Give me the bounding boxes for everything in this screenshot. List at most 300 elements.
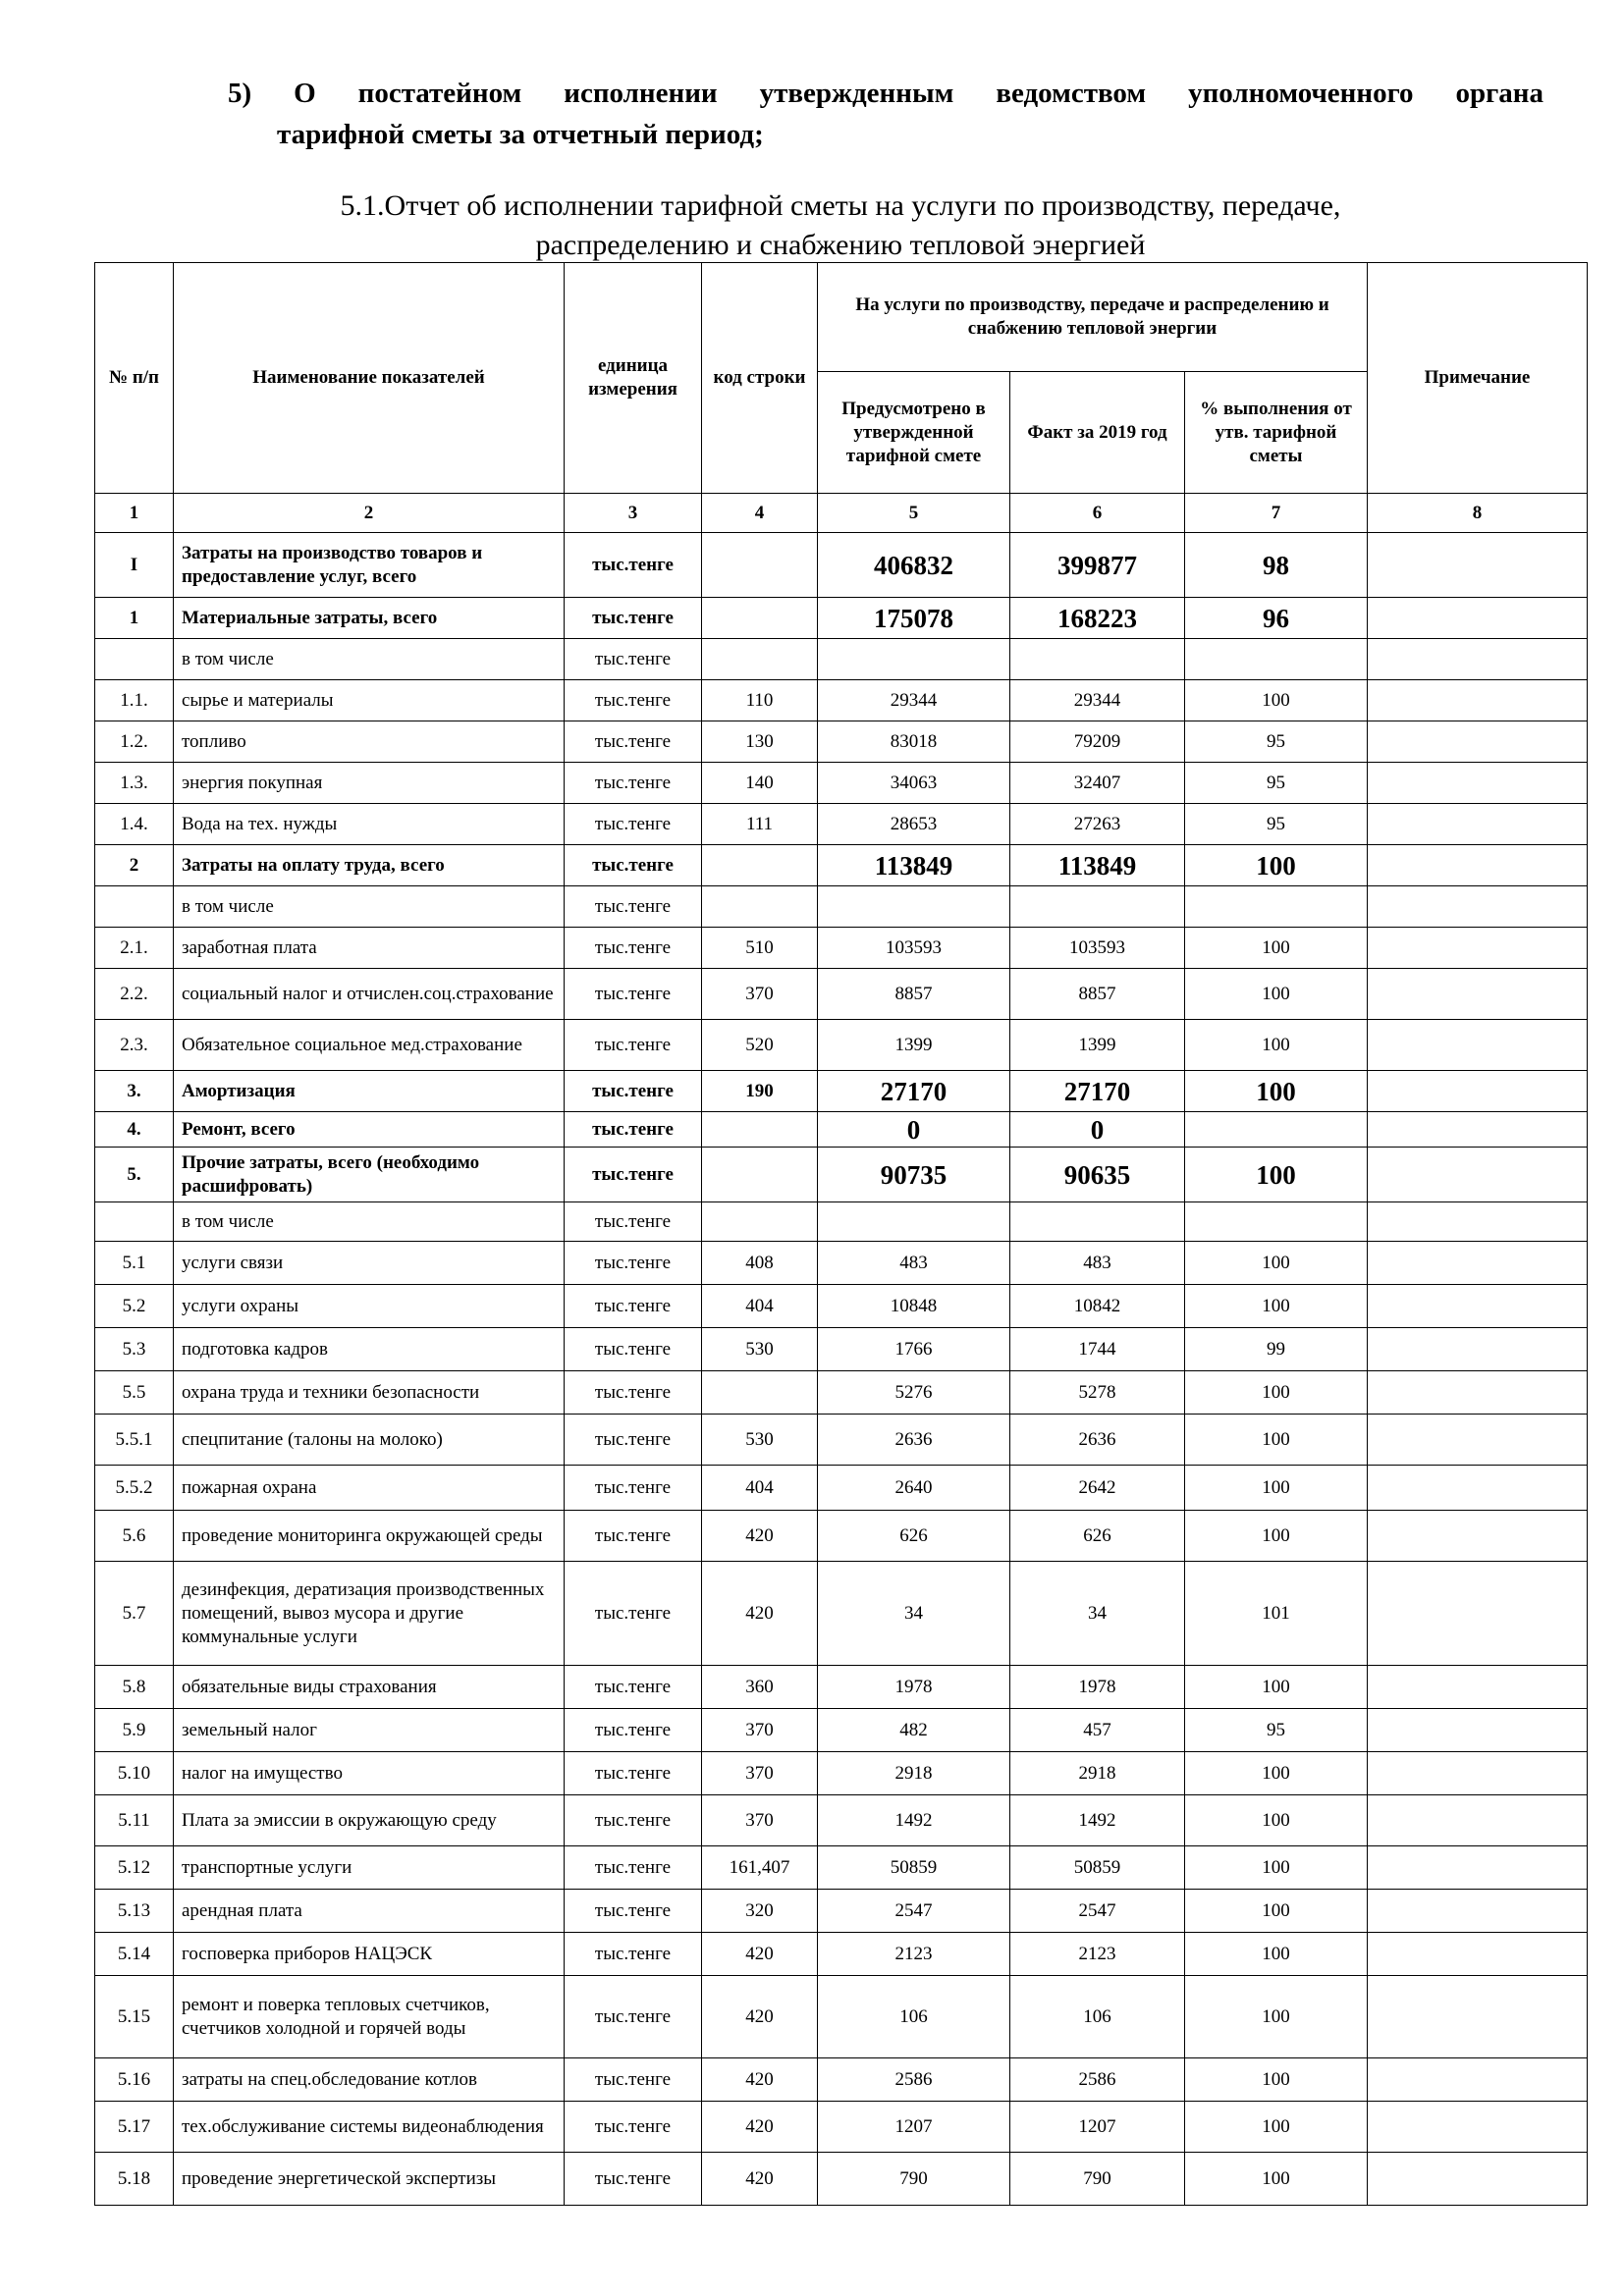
row-percent: 100 [1185, 969, 1368, 1020]
row-number: 5.8 [95, 1666, 174, 1709]
row-note [1368, 1328, 1588, 1371]
table-row [95, 1112, 1588, 1148]
row-planned: 2636 [818, 1415, 1010, 1466]
table-row [95, 1285, 1588, 1328]
section-heading [228, 73, 1543, 155]
table-row [95, 1020, 1588, 1071]
row-name: проведение энергетической экспертизы [174, 2153, 565, 2206]
row-unit: тыс.тенге [565, 721, 702, 763]
row-fact: 457 [1010, 1709, 1185, 1752]
row-percent: 100 [1185, 1371, 1368, 1415]
table-row [95, 1371, 1588, 1415]
table-row [95, 1466, 1588, 1511]
row-number: 5.3 [95, 1328, 174, 1371]
row-fact [1010, 639, 1185, 680]
row-code: 510 [702, 928, 818, 969]
row-code [702, 639, 818, 680]
row-planned: 1492 [818, 1795, 1010, 1846]
row-planned: 83018 [818, 721, 1010, 763]
table-row [95, 639, 1588, 680]
row-number: 5.15 [95, 1976, 174, 2058]
row-unit: тыс.тенге [565, 845, 702, 886]
column-number: 7 [1185, 494, 1368, 533]
row-code: 530 [702, 1328, 818, 1371]
row-note [1368, 1071, 1588, 1112]
row-note [1368, 1890, 1588, 1933]
row-unit: тыс.тенге [565, 1976, 702, 2058]
table-row [95, 1511, 1588, 1562]
row-note [1368, 1933, 1588, 1976]
row-fact: 10842 [1010, 1285, 1185, 1328]
row-unit: тыс.тенге [565, 804, 702, 845]
row-percent: 100 [1185, 1933, 1368, 1976]
row-name: транспортные услуги [174, 1846, 565, 1890]
row-name: топливо [174, 721, 565, 763]
row-fact: 0 [1010, 1112, 1185, 1148]
row-name: ремонт и поверка тепловых счетчиков, счетчиков холодной и горячей воды [174, 1976, 565, 2058]
row-unit: тыс.тенге [565, 1071, 702, 1112]
table-row [95, 928, 1588, 969]
row-unit: тыс.тенге [565, 2058, 702, 2102]
row-note [1368, 598, 1588, 639]
row-code: 370 [702, 969, 818, 1020]
row-name: Затраты на оплату труда, всего [174, 845, 565, 886]
row-number: 3. [95, 1071, 174, 1112]
row-planned: 1399 [818, 1020, 1010, 1071]
row-number: 5. [95, 1148, 174, 1202]
row-percent: 95 [1185, 721, 1368, 763]
row-name: Ремонт, всего [174, 1112, 565, 1148]
table-row [95, 1795, 1588, 1846]
row-number: 5.6 [95, 1511, 174, 1562]
table-row [95, 680, 1588, 721]
row-unit: тыс.тенге [565, 533, 702, 598]
row-code: 420 [702, 1562, 818, 1666]
row-name: социальный налог и отчислен.соц.страхование [174, 969, 565, 1020]
row-planned: 103593 [818, 928, 1010, 969]
row-note [1368, 969, 1588, 1020]
row-planned: 10848 [818, 1285, 1010, 1328]
row-unit: тыс.тенге [565, 1890, 702, 1933]
header-percent: % выполнения от утв. тарифной сметы [1185, 372, 1368, 494]
row-number: 5.17 [95, 2102, 174, 2153]
row-number: 5.2 [95, 1285, 174, 1328]
row-code: 420 [702, 1933, 818, 1976]
row-fact: 790 [1010, 2153, 1185, 2206]
row-code [702, 845, 818, 886]
row-planned: 29344 [818, 680, 1010, 721]
row-code: 408 [702, 1242, 818, 1285]
row-unit: тыс.тенге [565, 1415, 702, 1466]
row-percent: 95 [1185, 804, 1368, 845]
row-number: 5.11 [95, 1795, 174, 1846]
row-unit: тыс.тенге [565, 1242, 702, 1285]
row-number: 5.5 [95, 1371, 174, 1415]
column-number: 1 [95, 494, 174, 533]
table-row [95, 1709, 1588, 1752]
column-number: 4 [702, 494, 818, 533]
table-row [95, 2153, 1588, 2206]
row-code: 530 [702, 1415, 818, 1466]
row-note [1368, 1148, 1588, 1202]
row-note [1368, 680, 1588, 721]
row-percent: 100 [1185, 1752, 1368, 1795]
column-number: 6 [1010, 494, 1185, 533]
row-name: Вода на тех. нужды [174, 804, 565, 845]
table-row [95, 763, 1588, 804]
row-code: 420 [702, 1976, 818, 2058]
row-unit: тыс.тенге [565, 1933, 702, 1976]
row-name: заработная плата [174, 928, 565, 969]
row-note [1368, 804, 1588, 845]
row-number: 5.14 [95, 1933, 174, 1976]
row-number: 1.2. [95, 721, 174, 763]
row-fact: 27170 [1010, 1071, 1185, 1112]
row-name: Амортизация [174, 1071, 565, 1112]
row-planned: 0 [818, 1112, 1010, 1148]
row-planned: 626 [818, 1511, 1010, 1562]
row-code: 420 [702, 2153, 818, 2206]
row-code [702, 1202, 818, 1242]
row-planned: 790 [818, 2153, 1010, 2206]
row-unit: тыс.тенге [565, 1466, 702, 1511]
tariff-estimate-table [94, 262, 1588, 2206]
row-planned: 1766 [818, 1328, 1010, 1371]
table-row [95, 969, 1588, 1020]
row-unit: тыс.тенге [565, 639, 702, 680]
table-row [95, 1242, 1588, 1285]
row-fact: 1492 [1010, 1795, 1185, 1846]
row-unit: тыс.тенге [565, 2153, 702, 2206]
row-note [1368, 1415, 1588, 1466]
row-name: Прочие затраты, всего (необходимо расшифровать) [174, 1148, 565, 1202]
row-fact: 90635 [1010, 1148, 1185, 1202]
row-number: 5.7 [95, 1562, 174, 1666]
report-subtitle-line2: распределению и снабжению тепловой энергией [535, 229, 1146, 261]
table-row [95, 886, 1588, 928]
header-note: Примечание [1368, 263, 1588, 494]
table-row [95, 2102, 1588, 2153]
header-code: код строки [702, 263, 818, 494]
row-number: 2.3. [95, 1020, 174, 1071]
row-name: Материальные затраты, всего [174, 598, 565, 639]
row-planned: 1207 [818, 2102, 1010, 2153]
row-number: 1 [95, 598, 174, 639]
row-code [702, 886, 818, 928]
row-unit: тыс.тенге [565, 2102, 702, 2153]
row-fact: 1978 [1010, 1666, 1185, 1709]
table-row [95, 1328, 1588, 1371]
row-unit: тыс.тенге [565, 1285, 702, 1328]
table-row [95, 1846, 1588, 1890]
row-planned: 34063 [818, 763, 1010, 804]
row-percent: 100 [1185, 2058, 1368, 2102]
row-fact: 5278 [1010, 1371, 1185, 1415]
row-name: Затраты на производство товаров и предоставление услуг, всего [174, 533, 565, 598]
row-name: в том числе [174, 1202, 565, 1242]
row-number: 5.1 [95, 1242, 174, 1285]
row-percent: 100 [1185, 680, 1368, 721]
row-name: проведение мониторинга окружающей среды [174, 1511, 565, 1562]
row-planned: 2547 [818, 1890, 1010, 1933]
row-planned: 2123 [818, 1933, 1010, 1976]
row-unit: тыс.тенге [565, 763, 702, 804]
table-row [95, 804, 1588, 845]
row-note [1368, 1242, 1588, 1285]
row-planned: 34 [818, 1562, 1010, 1666]
row-note [1368, 1511, 1588, 1562]
row-unit: тыс.тенге [565, 680, 702, 721]
row-number [95, 886, 174, 928]
row-name: энергия покупная [174, 763, 565, 804]
row-name: подготовка кадров [174, 1328, 565, 1371]
row-unit: тыс.тенге [565, 1202, 702, 1242]
row-name: тех.обслуживание системы видеонаблюдения [174, 2102, 565, 2153]
row-unit: тыс.тенге [565, 1371, 702, 1415]
row-fact [1010, 1202, 1185, 1242]
row-name: сырье и материалы [174, 680, 565, 721]
row-fact: 1744 [1010, 1328, 1185, 1371]
row-unit: тыс.тенге [565, 1020, 702, 1071]
row-unit: тыс.тенге [565, 969, 702, 1020]
row-unit: тыс.тенге [565, 1328, 702, 1371]
table-row [95, 1933, 1588, 1976]
table-row [95, 1148, 1588, 1202]
row-name: услуги охраны [174, 1285, 565, 1328]
row-planned: 5276 [818, 1371, 1010, 1415]
row-planned: 482 [818, 1709, 1010, 1752]
header-unit: единица измерения [565, 263, 702, 494]
row-percent: 100 [1185, 1071, 1368, 1112]
row-planned: 2586 [818, 2058, 1010, 2102]
row-note [1368, 2153, 1588, 2206]
row-percent: 100 [1185, 928, 1368, 969]
row-name: услуги связи [174, 1242, 565, 1285]
row-code: 110 [702, 680, 818, 721]
row-planned: 90735 [818, 1148, 1010, 1202]
column-number: 5 [818, 494, 1010, 533]
row-planned: 28653 [818, 804, 1010, 845]
row-percent: 100 [1185, 1976, 1368, 2058]
row-note [1368, 1466, 1588, 1511]
table-row [95, 721, 1588, 763]
row-number [95, 639, 174, 680]
row-percent: 100 [1185, 1415, 1368, 1466]
row-percent: 95 [1185, 763, 1368, 804]
row-fact: 168223 [1010, 598, 1185, 639]
row-note [1368, 1795, 1588, 1846]
row-note [1368, 533, 1588, 598]
row-code [702, 1371, 818, 1415]
row-fact: 106 [1010, 1976, 1185, 2058]
row-note [1368, 1976, 1588, 2058]
row-name: арендная плата [174, 1890, 565, 1933]
row-number [95, 1202, 174, 1242]
row-note [1368, 2058, 1588, 2102]
row-code: 404 [702, 1466, 818, 1511]
row-number: 1.3. [95, 763, 174, 804]
row-note [1368, 1112, 1588, 1148]
report-subtitle [94, 187, 1587, 265]
section-heading-line1: 5) О постатейном исполнении утвержденным ведомством уполномоченного органа [228, 78, 1543, 109]
row-planned: 8857 [818, 969, 1010, 1020]
row-note [1368, 1202, 1588, 1242]
row-code: 161,407 [702, 1846, 818, 1890]
row-fact: 2586 [1010, 2058, 1185, 2102]
column-number: 8 [1368, 494, 1588, 533]
table-row [95, 1415, 1588, 1466]
row-number: 1.1. [95, 680, 174, 721]
column-number-row [95, 494, 1588, 533]
row-percent: 100 [1185, 1666, 1368, 1709]
row-percent: 100 [1185, 2102, 1368, 2153]
row-code: 140 [702, 763, 818, 804]
row-percent: 100 [1185, 1148, 1368, 1202]
row-fact: 2918 [1010, 1752, 1185, 1795]
table-row [95, 533, 1588, 598]
row-code [702, 1148, 818, 1202]
row-note [1368, 1020, 1588, 1071]
header-name: Наименование показателей [174, 263, 565, 494]
row-planned [818, 886, 1010, 928]
row-note [1368, 1666, 1588, 1709]
row-number: 2.1. [95, 928, 174, 969]
row-name: обязательные виды страхования [174, 1666, 565, 1709]
row-number: 2.2. [95, 969, 174, 1020]
row-fact: 103593 [1010, 928, 1185, 969]
row-percent: 100 [1185, 1511, 1368, 1562]
row-number: 5.16 [95, 2058, 174, 2102]
row-name: в том числе [174, 639, 565, 680]
row-unit: тыс.тенге [565, 1148, 702, 1202]
row-number: 2 [95, 845, 174, 886]
row-unit: тыс.тенге [565, 1709, 702, 1752]
table-row [95, 2058, 1588, 2102]
row-fact: 2123 [1010, 1933, 1185, 1976]
row-code: 320 [702, 1890, 818, 1933]
row-unit: тыс.тенге [565, 1666, 702, 1709]
row-percent: 98 [1185, 533, 1368, 598]
section-heading-line2: тарифной сметы за отчетный период; [277, 119, 764, 150]
row-fact: 2547 [1010, 1890, 1185, 1933]
row-fact: 2636 [1010, 1415, 1185, 1466]
row-planned: 1978 [818, 1666, 1010, 1709]
row-code: 130 [702, 721, 818, 763]
report-subtitle-line1: 5.1.Отчет об исполнении тарифной сметы на услуги по производству, передаче, [340, 189, 1341, 222]
row-percent: 100 [1185, 1846, 1368, 1890]
table-row [95, 1752, 1588, 1795]
table-row [95, 1071, 1588, 1112]
row-fact: 1399 [1010, 1020, 1185, 1071]
row-name: затраты на спец.обследование котлов [174, 2058, 565, 2102]
row-name: Плата за эмиссии в окружающую среду [174, 1795, 565, 1846]
row-fact [1010, 886, 1185, 928]
table-row [95, 1976, 1588, 2058]
row-code: 370 [702, 1709, 818, 1752]
row-code: 404 [702, 1285, 818, 1328]
row-code: 370 [702, 1752, 818, 1795]
row-code: 420 [702, 2058, 818, 2102]
row-percent [1185, 886, 1368, 928]
row-note [1368, 763, 1588, 804]
row-unit: тыс.тенге [565, 598, 702, 639]
row-number: 1.4. [95, 804, 174, 845]
row-name: в том числе [174, 886, 565, 928]
row-unit: тыс.тенге [565, 1511, 702, 1562]
table-row [95, 845, 1588, 886]
row-note [1368, 1285, 1588, 1328]
row-percent: 99 [1185, 1328, 1368, 1371]
row-number: 5.18 [95, 2153, 174, 2206]
row-note [1368, 1846, 1588, 1890]
row-number: 5.5.2 [95, 1466, 174, 1511]
row-code: 420 [702, 2102, 818, 2153]
row-code [702, 598, 818, 639]
row-code [702, 1112, 818, 1148]
row-planned [818, 639, 1010, 680]
row-note [1368, 639, 1588, 680]
row-code: 360 [702, 1666, 818, 1709]
row-percent: 100 [1185, 1890, 1368, 1933]
row-percent: 100 [1185, 1020, 1368, 1071]
row-code [702, 533, 818, 598]
row-planned: 113849 [818, 845, 1010, 886]
table-body [95, 533, 1588, 2206]
row-unit: тыс.тенге [565, 928, 702, 969]
row-fact: 27263 [1010, 804, 1185, 845]
row-note [1368, 886, 1588, 928]
row-name: госповерка приборов НАЦЭСК [174, 1933, 565, 1976]
row-number: 5.13 [95, 1890, 174, 1933]
column-number: 3 [565, 494, 702, 533]
row-note [1368, 1562, 1588, 1666]
row-number: 4. [95, 1112, 174, 1148]
row-fact: 2642 [1010, 1466, 1185, 1511]
row-name: земельный налог [174, 1709, 565, 1752]
row-percent [1185, 639, 1368, 680]
header-planned: Предусмотрено в утвержденной тарифной смете [818, 372, 1010, 494]
row-fact: 29344 [1010, 680, 1185, 721]
row-planned: 106 [818, 1976, 1010, 2058]
table-row [95, 1666, 1588, 1709]
row-fact: 8857 [1010, 969, 1185, 1020]
row-code: 190 [702, 1071, 818, 1112]
row-fact: 50859 [1010, 1846, 1185, 1890]
row-code: 370 [702, 1795, 818, 1846]
row-planned: 50859 [818, 1846, 1010, 1890]
row-name: охрана труда и техники безопасности [174, 1371, 565, 1415]
row-number: 5.12 [95, 1846, 174, 1890]
row-planned: 483 [818, 1242, 1010, 1285]
row-fact: 1207 [1010, 2102, 1185, 2153]
row-percent: 100 [1185, 1242, 1368, 1285]
row-planned: 27170 [818, 1071, 1010, 1112]
row-note [1368, 928, 1588, 969]
row-note [1368, 1752, 1588, 1795]
header-group: На услуги по производству, передаче и распределению и снабжению тепловой энергии [818, 263, 1368, 372]
row-number: 5.10 [95, 1752, 174, 1795]
row-fact: 79209 [1010, 721, 1185, 763]
row-note [1368, 845, 1588, 886]
row-unit: тыс.тенге [565, 1795, 702, 1846]
row-planned [818, 1202, 1010, 1242]
row-planned: 175078 [818, 598, 1010, 639]
row-name: Обязательное социальное мед.страхование [174, 1020, 565, 1071]
row-number: I [95, 533, 174, 598]
header-num: № п/п [95, 263, 174, 494]
row-fact: 483 [1010, 1242, 1185, 1285]
row-unit: тыс.тенге [565, 1112, 702, 1148]
